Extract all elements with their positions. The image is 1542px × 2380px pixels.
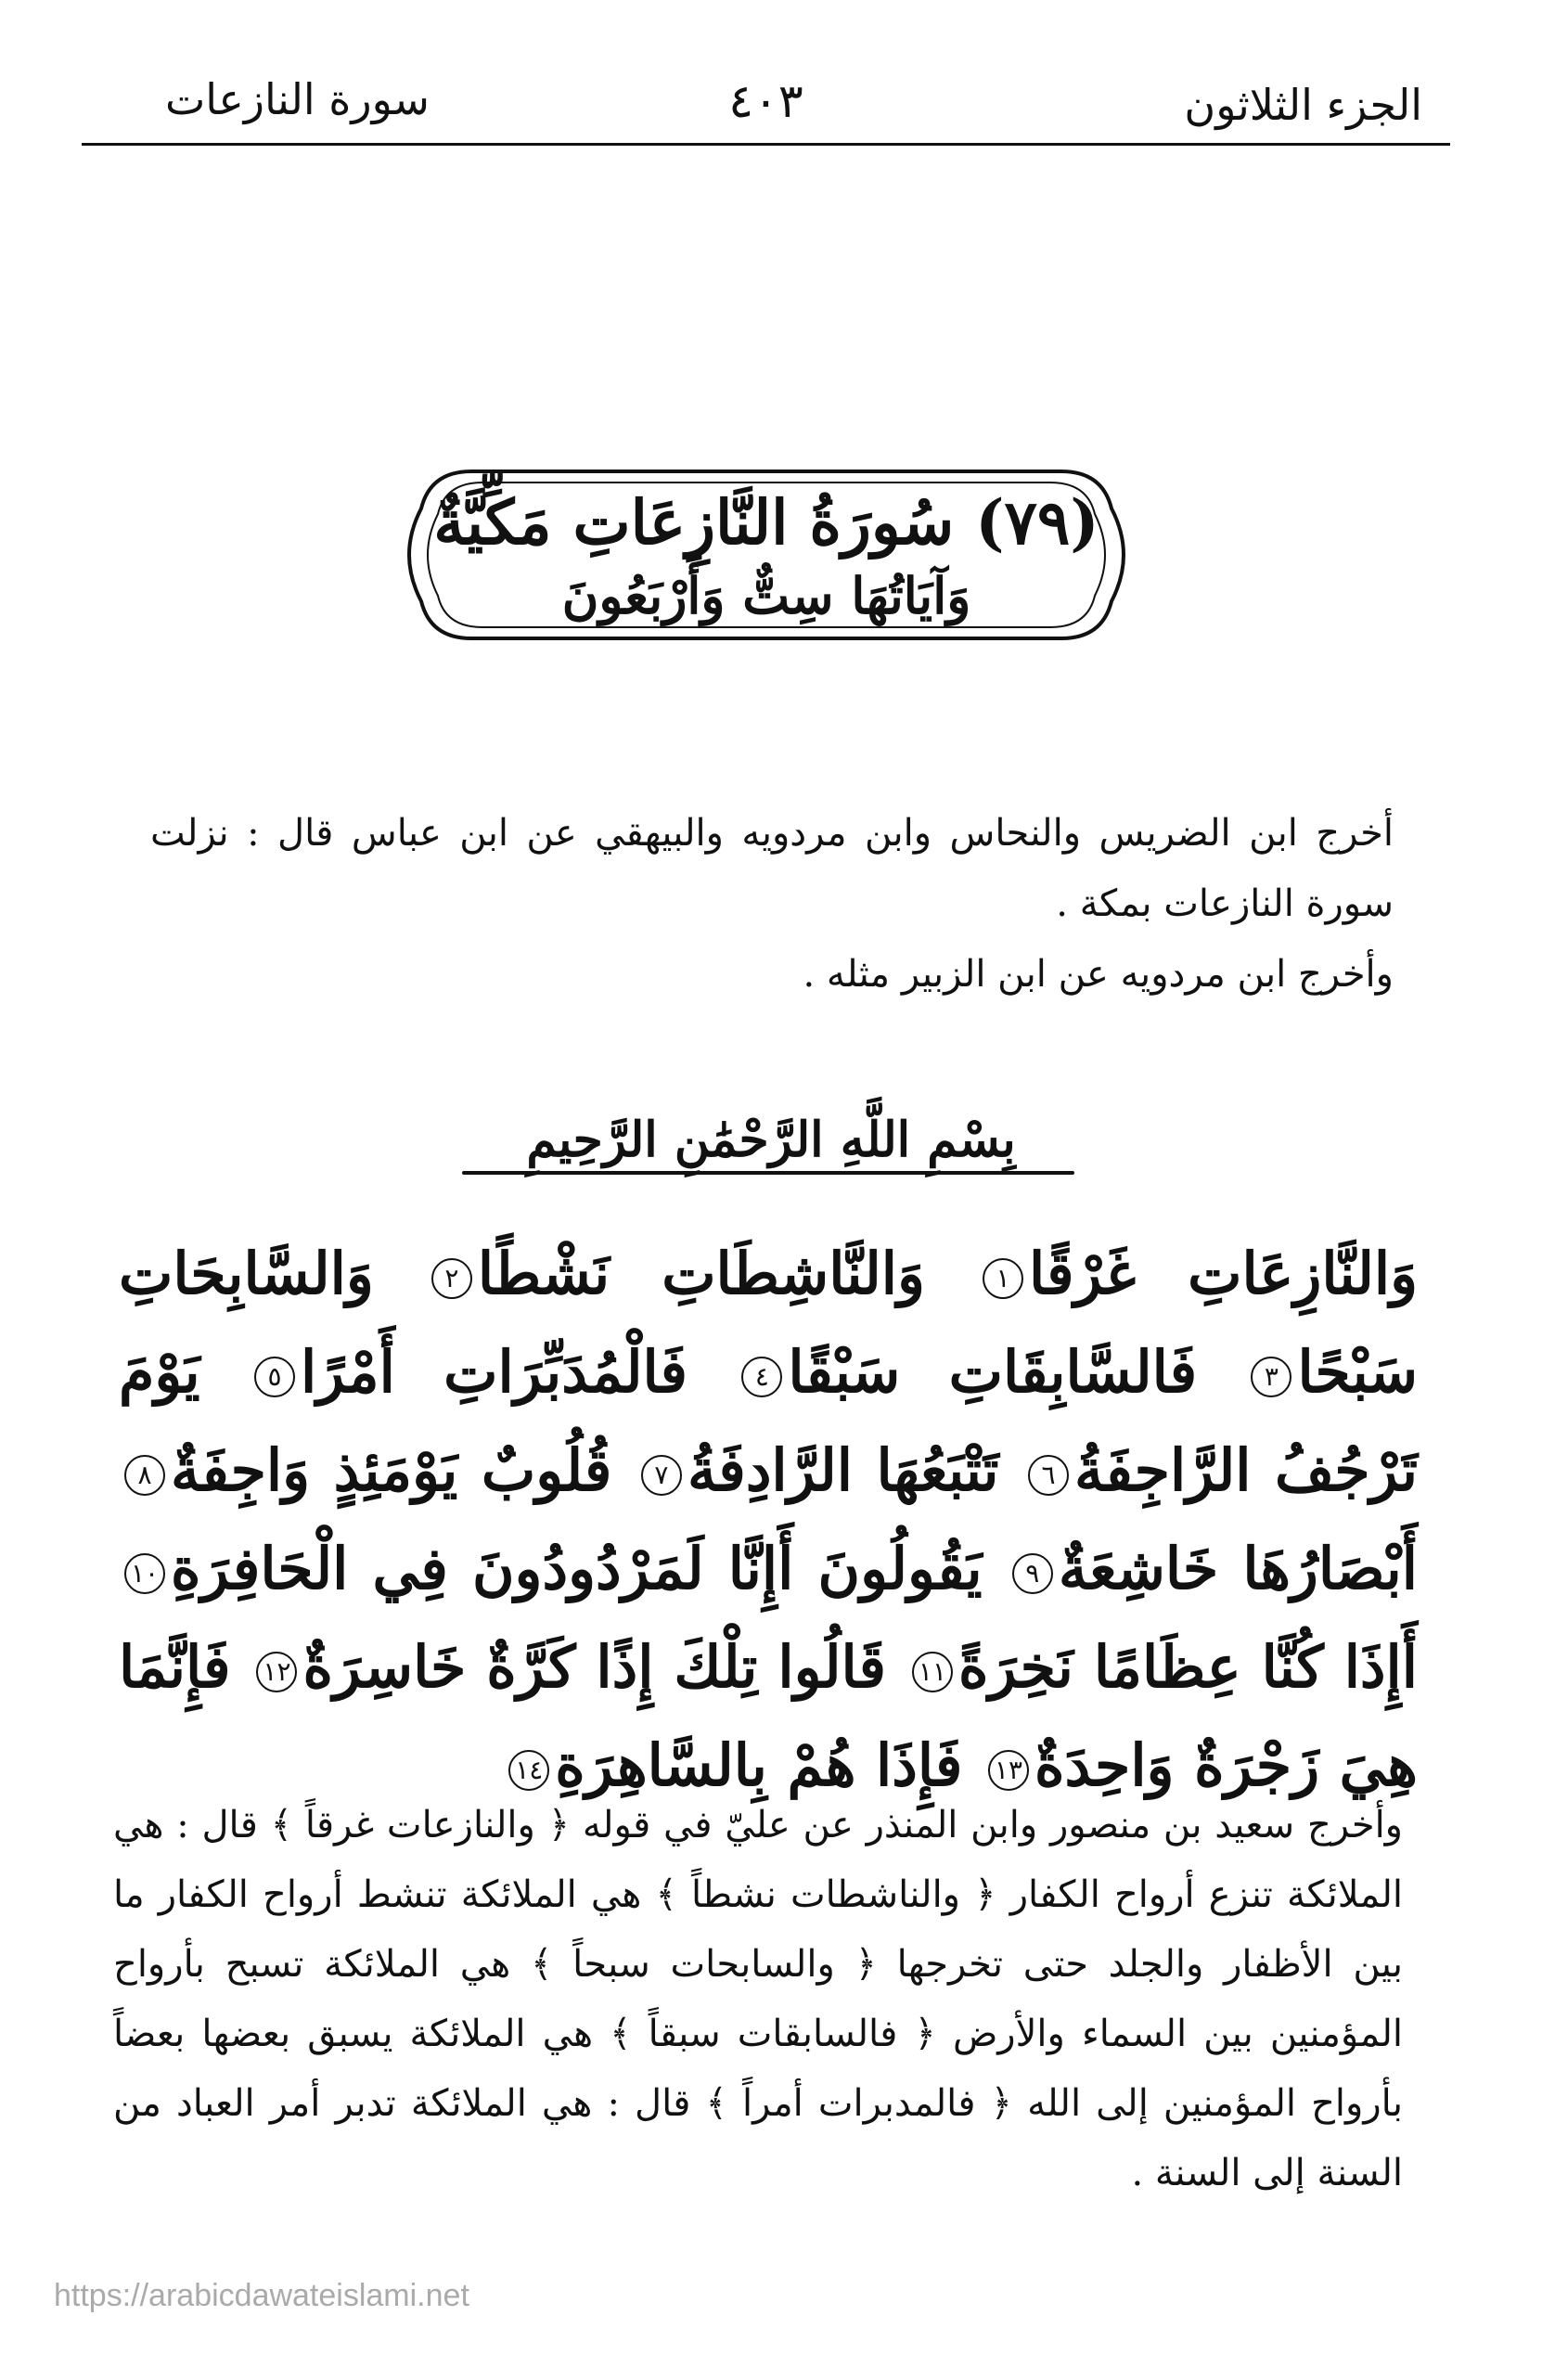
page-header bbox=[82, 56, 1450, 148]
verse-text: أَبْصَارُهَا خَاشِعَةٌ bbox=[1058, 1535, 1418, 1602]
page-number: ٤٠٣ bbox=[728, 74, 803, 128]
quran-verses bbox=[119, 1225, 1418, 1815]
verse-text: وَالسَّابِحَاتِ سَبْحًا bbox=[119, 1240, 1419, 1406]
verse-text: فَإِنَّمَا هِيَ زَجْرَةٌ وَاحِدَةٌ bbox=[119, 1633, 1418, 1799]
surah-title: (٧٩) سُورَةُ النَّازِعَاتِ مَكِّيَّةٌ bbox=[433, 486, 1099, 559]
ayah-number-marker: ٢ bbox=[431, 1258, 472, 1299]
ayah-number-marker: ١ bbox=[983, 1258, 1023, 1299]
verse-text: يَوْمَ تَرْجُفُ الرَّاجِفَةُ bbox=[119, 1338, 1418, 1504]
ayah-number-marker: ٤ bbox=[741, 1357, 782, 1397]
header-divider bbox=[82, 143, 1450, 146]
verse-text: قَالُوا تِلْكَ إِذًا كَرَّةٌ خَاسِرَةٌ bbox=[302, 1633, 887, 1701]
ayah-number-marker: ١٢ bbox=[256, 1652, 297, 1692]
basmala: بِسْمِ اللَّهِ الرَّحْمَٰنِ الرَّحِيمِ bbox=[526, 1112, 1016, 1168]
verse-text: تَتْبَعُهَا الرَّادِفَةُ bbox=[687, 1436, 999, 1504]
ayah-number-marker: ١١ bbox=[912, 1652, 953, 1692]
verse-text: قُلُوبٌ يَوْمَئِذٍ وَاجِفَةٌ bbox=[171, 1436, 612, 1504]
watermark-url: https://arabicdawateislami.net bbox=[54, 2278, 469, 2313]
commentary-paragraph: وأخرج سعيد بن منصور وابن المنذر عن عليّ في قوله ﴿ والنازعات غرقاً ﴾ قال : هي الملائكة تنزع أرواح الكفار ﴿ والناشطات نشطاً ﴾ هي الملائكة تنشط أرواح الكفار ما بين الأظفار والجلد حتى تخرجها ﴿ والسابحات سبحاً ﴾ هي الملائكة تسبح بأرواح المؤمنين بين السماء والأرض ﴿ فالسابقات سبقاً ﴾ هي الملائكة يسبق بعضها بعضاً بأرواح المؤمنين إلى الله ﴿ فالمدبرات أمراً ﴾ قال : هي الملائكة تدبر أمر العباد من السنة إلى السنة . bbox=[113, 1804, 1403, 2194]
ayah-number-marker: ٥ bbox=[254, 1357, 295, 1397]
verse-text: وَالنَّاشِطَاتِ نَشْطًا bbox=[477, 1240, 925, 1307]
verse-text: فَالسَّابِقَاتِ سَبْقًا bbox=[788, 1338, 1198, 1406]
running-head-juz: الجزء الثلاثون bbox=[1184, 80, 1422, 130]
running-head-surah: سورة النازعات bbox=[165, 74, 430, 124]
ayah-number-marker: ٩ bbox=[1012, 1553, 1053, 1594]
ayah-number-marker: ٨ bbox=[124, 1455, 165, 1496]
verse-text: فَالْمُدَبِّرَاتِ أَمْرًا bbox=[301, 1338, 688, 1406]
basmala-stroke bbox=[462, 1171, 1074, 1175]
ayah-number-marker: ١٤ bbox=[508, 1750, 549, 1791]
verse-text: أَإِذَا كُنَّا عِظَامًا نَخِرَةً bbox=[957, 1633, 1418, 1701]
ayah-number-marker: ٦ bbox=[1028, 1455, 1069, 1496]
ayah-number-marker: ١٠ bbox=[124, 1553, 165, 1594]
ayah-number-marker: ٣ bbox=[1251, 1357, 1291, 1397]
surah-title-cartouche bbox=[397, 453, 1136, 657]
verse-text: وَالنَّازِعَاتِ غَرْقًا bbox=[1028, 1240, 1419, 1307]
ayah-number-marker: ١٣ bbox=[988, 1750, 1029, 1791]
verse-text: يَقُولُونَ أَإِنَّا لَمَرْدُودُونَ فِي الْحَافِرَةِ bbox=[171, 1535, 983, 1602]
verse-text: فَإِذَا هُمْ بِالسَّاهِرَةِ bbox=[555, 1731, 963, 1799]
surah-verse-count: وَآيَاتُهَا سِتٌّ وَأَرْبَعُونَ bbox=[561, 566, 971, 625]
intro-paragraph-2: وأخرج ابن مردويه عن ابن الزبير مثله . bbox=[803, 953, 1394, 996]
intro-paragraph-1: أخرج ابن الضريس والنحاس وابن مردويه والبيهقي عن ابن عباس قال : نزلت سورة النازعات بمكة . bbox=[150, 812, 1394, 925]
ayah-number-marker: ٧ bbox=[641, 1455, 682, 1496]
